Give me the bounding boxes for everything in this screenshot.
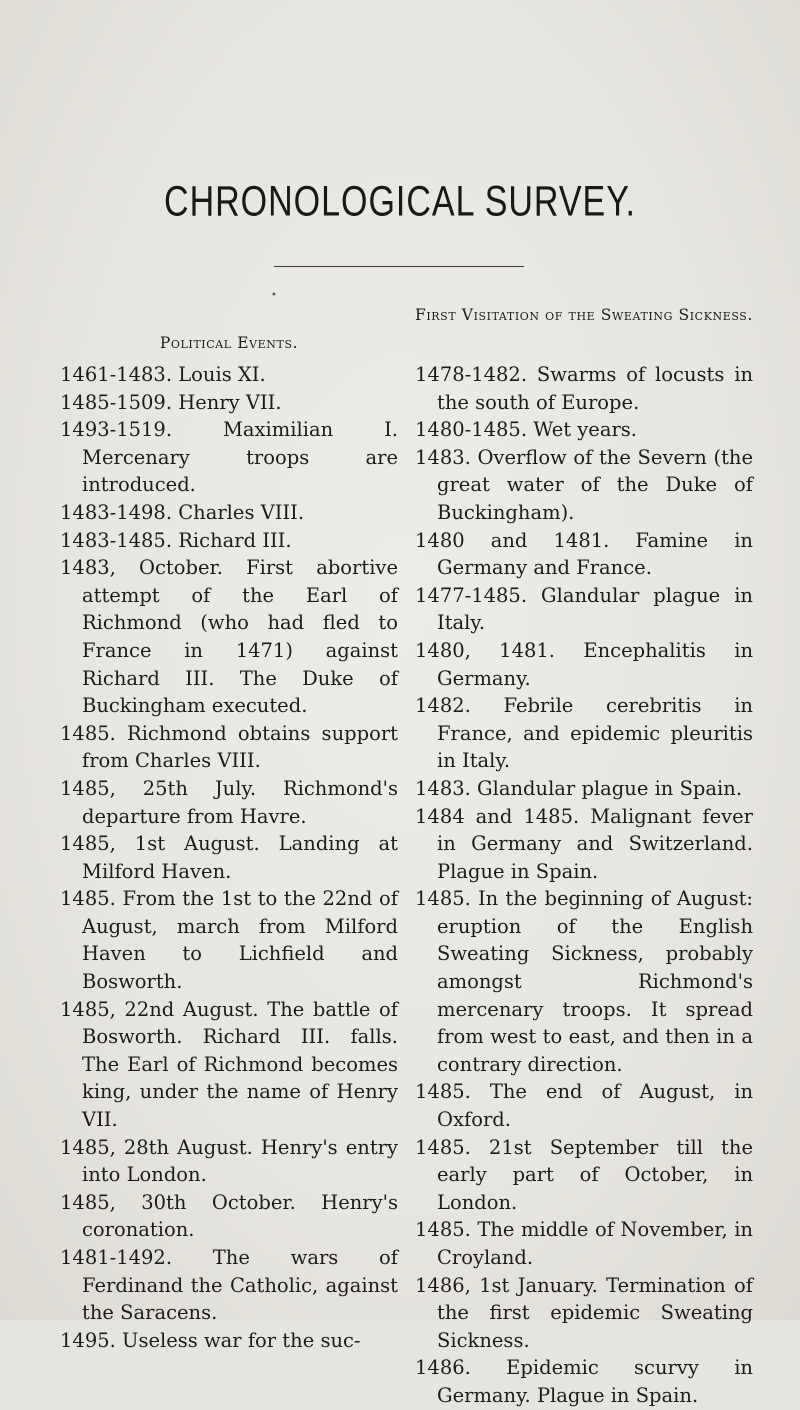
list-item: 1483-1485. Richard III.: [60, 528, 292, 552]
title-rule: [274, 266, 524, 267]
list-item: 1485-1509. Henry VII.: [60, 390, 282, 414]
sweating-sickness-heading: First Visitation of the Sweating Sickness.: [415, 306, 753, 324]
list-item: 1483. Overflow of the Severn (the great water of the Duke of Buckingham).: [415, 445, 753, 524]
list-item: 1461-1483. Louis XI.: [60, 363, 266, 386]
list-item: 1486. Epidemic scurvy in Germany. Plague in Spain.: [415, 1356, 753, 1407]
list-item: 1485. 21st September till the early part of October, in London.: [415, 1135, 753, 1214]
list-item: 1478-1482. Swarms of locusts in the south of Europe.: [415, 363, 753, 414]
sweating-sickness-column: [415, 305, 753, 1410]
list-item: 1483. Glandular plague in Spain.: [415, 776, 743, 800]
list-item: 1483-1498. Charles VIII.: [60, 500, 305, 524]
list-item: 1483, October. First abortive attempt of the Earl of Richmond (who had fled to France in 1471) against Richard III. The Duke of Buckingham executed.: [60, 556, 398, 718]
list-item: 1484 and 1485. Malignant fever in Germany and Switzerland. Plague in Spain.: [415, 804, 753, 883]
list-item: 1486, 1st January. Termination of the first epidemic Sweating Sickness.: [415, 1273, 753, 1352]
list-item: 1485. From the 1st to the 22nd of August, march from Milford Haven to Lichfield and Bosworth.: [60, 887, 398, 994]
list-item: 1485. Richmond obtains support from Charles VIII.: [60, 721, 398, 773]
list-item: 1485, 22nd August. The battle of Bosworth. Richard III. falls. The Earl of Richmond becomes king, under the name of Henry VII.: [60, 997, 398, 1132]
list-item: 1481-1492. The wars of Ferdinand the Catholic, against the Saracens.: [60, 1246, 398, 1325]
list-item: 1485, 25th July. Richmond's departure from Havre.: [60, 776, 398, 828]
list-item: 1482. Febrile cerebritis in France, and epidemic pleuritis in Italy.: [415, 694, 753, 773]
political-events-heading: Political Events.: [159, 334, 299, 352]
ornament-mark: •: [271, 290, 277, 301]
list-item: 1493-1519. Maximilian I. Mercenary troops are introduced.: [60, 418, 398, 497]
list-item: 1485, 1st August. Landing at Milford Haven.: [60, 832, 398, 883]
list-item: 1485. The end of August, in Oxford.: [415, 1080, 753, 1132]
list-item: 1480 and 1481. Famine in Germany and France.: [415, 528, 753, 580]
page-title: CHRONOLOGICAL SURVEY.: [164, 178, 636, 226]
political-events-list: [60, 361, 398, 1354]
list-item: 1477-1485. Glandular plague in Italy.: [415, 583, 753, 635]
list-item: 1485, 30th October. Henry's coronation.: [60, 1190, 398, 1242]
list-item: 1485. In the beginning of August: eruption of the English Sweating Sickness, probably amongst Richmond's mercenary troops. It spread from west to east, and then in a contrary direction.: [415, 887, 753, 1076]
list-item: 1485. The middle of November, in Croyland.: [415, 1218, 753, 1269]
list-item: 1495. Useless war for the suc-: [60, 1328, 361, 1352]
sweating-sickness-list: [415, 361, 753, 1410]
list-item: 1480-1485. Wet years.: [415, 418, 637, 442]
list-item: 1485, 28th August. Henry's entry into London.: [60, 1135, 398, 1187]
list-item: 1480, 1481. Encephalitis in Germany.: [415, 638, 753, 690]
political-events-column: [60, 305, 398, 1354]
